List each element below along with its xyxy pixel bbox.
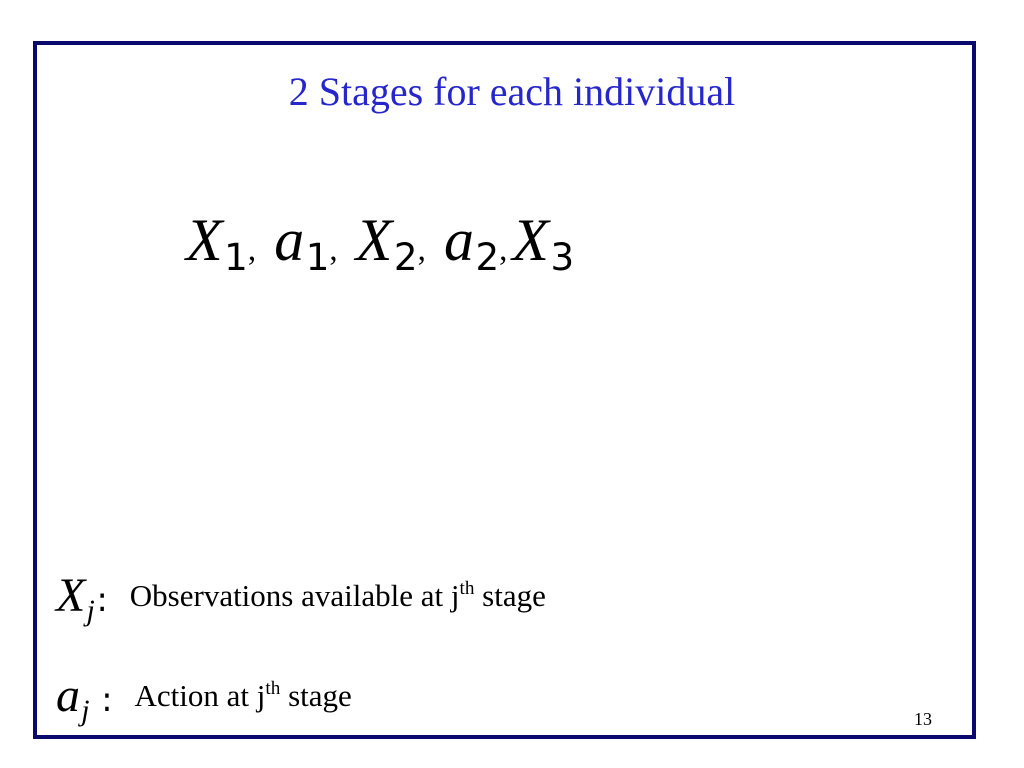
- definition-symbol-letter: a: [56, 669, 80, 722]
- slide-title: 2 Stages for each individual: [288, 69, 736, 114]
- term-x3: [512, 207, 575, 280]
- sequence-comma: ,: [499, 232, 508, 268]
- definition-colon: :: [101, 680, 113, 719]
- term-x2-symbol: X: [355, 207, 393, 273]
- term-x3-subscript: 3: [550, 235, 575, 280]
- term-x3-symbol: X: [512, 207, 549, 273]
- definition-superscript: th: [459, 578, 475, 600]
- definition-text-main: Observations available at j: [129, 578, 460, 613]
- definition-symbol: [56, 669, 113, 727]
- definition-symbol-letter: X: [56, 569, 86, 622]
- term-x2: [355, 207, 418, 280]
- definition-symbol-subscript: j: [86, 593, 95, 627]
- definition-text-main: Action at j: [134, 678, 266, 713]
- definition-text-end: stage: [280, 678, 352, 713]
- term-x1-subscript: 1: [224, 235, 248, 280]
- definition-action: [56, 669, 352, 727]
- term-a1-subscript: 1: [305, 235, 330, 280]
- definition-superscript: th: [265, 678, 281, 700]
- term-x1-symbol: X: [186, 207, 223, 273]
- sequence-comma: ,: [329, 232, 338, 268]
- slide-border: [33, 41, 976, 739]
- term-x1: [186, 207, 248, 280]
- term-a2-subscript: 2: [475, 235, 500, 280]
- definition-symbol: [56, 569, 108, 627]
- term-x2-subscript: 2: [393, 235, 418, 280]
- stage-sequence-formula: [186, 207, 575, 280]
- term-a1: [274, 207, 330, 280]
- definition-symbol-subscript: j: [81, 693, 90, 727]
- page-number: 13: [914, 709, 932, 729]
- definition-text: [135, 680, 352, 711]
- term-a2-symbol: a: [443, 207, 474, 273]
- definition-colon: :: [96, 580, 108, 619]
- definition-text: [130, 580, 546, 611]
- sequence-comma: ,: [247, 232, 257, 268]
- term-a2: [443, 207, 500, 280]
- definition-observations: [56, 569, 546, 627]
- definition-text-end: stage: [474, 578, 546, 613]
- term-a1-symbol: a: [274, 207, 305, 273]
- sequence-comma: ,: [417, 232, 426, 268]
